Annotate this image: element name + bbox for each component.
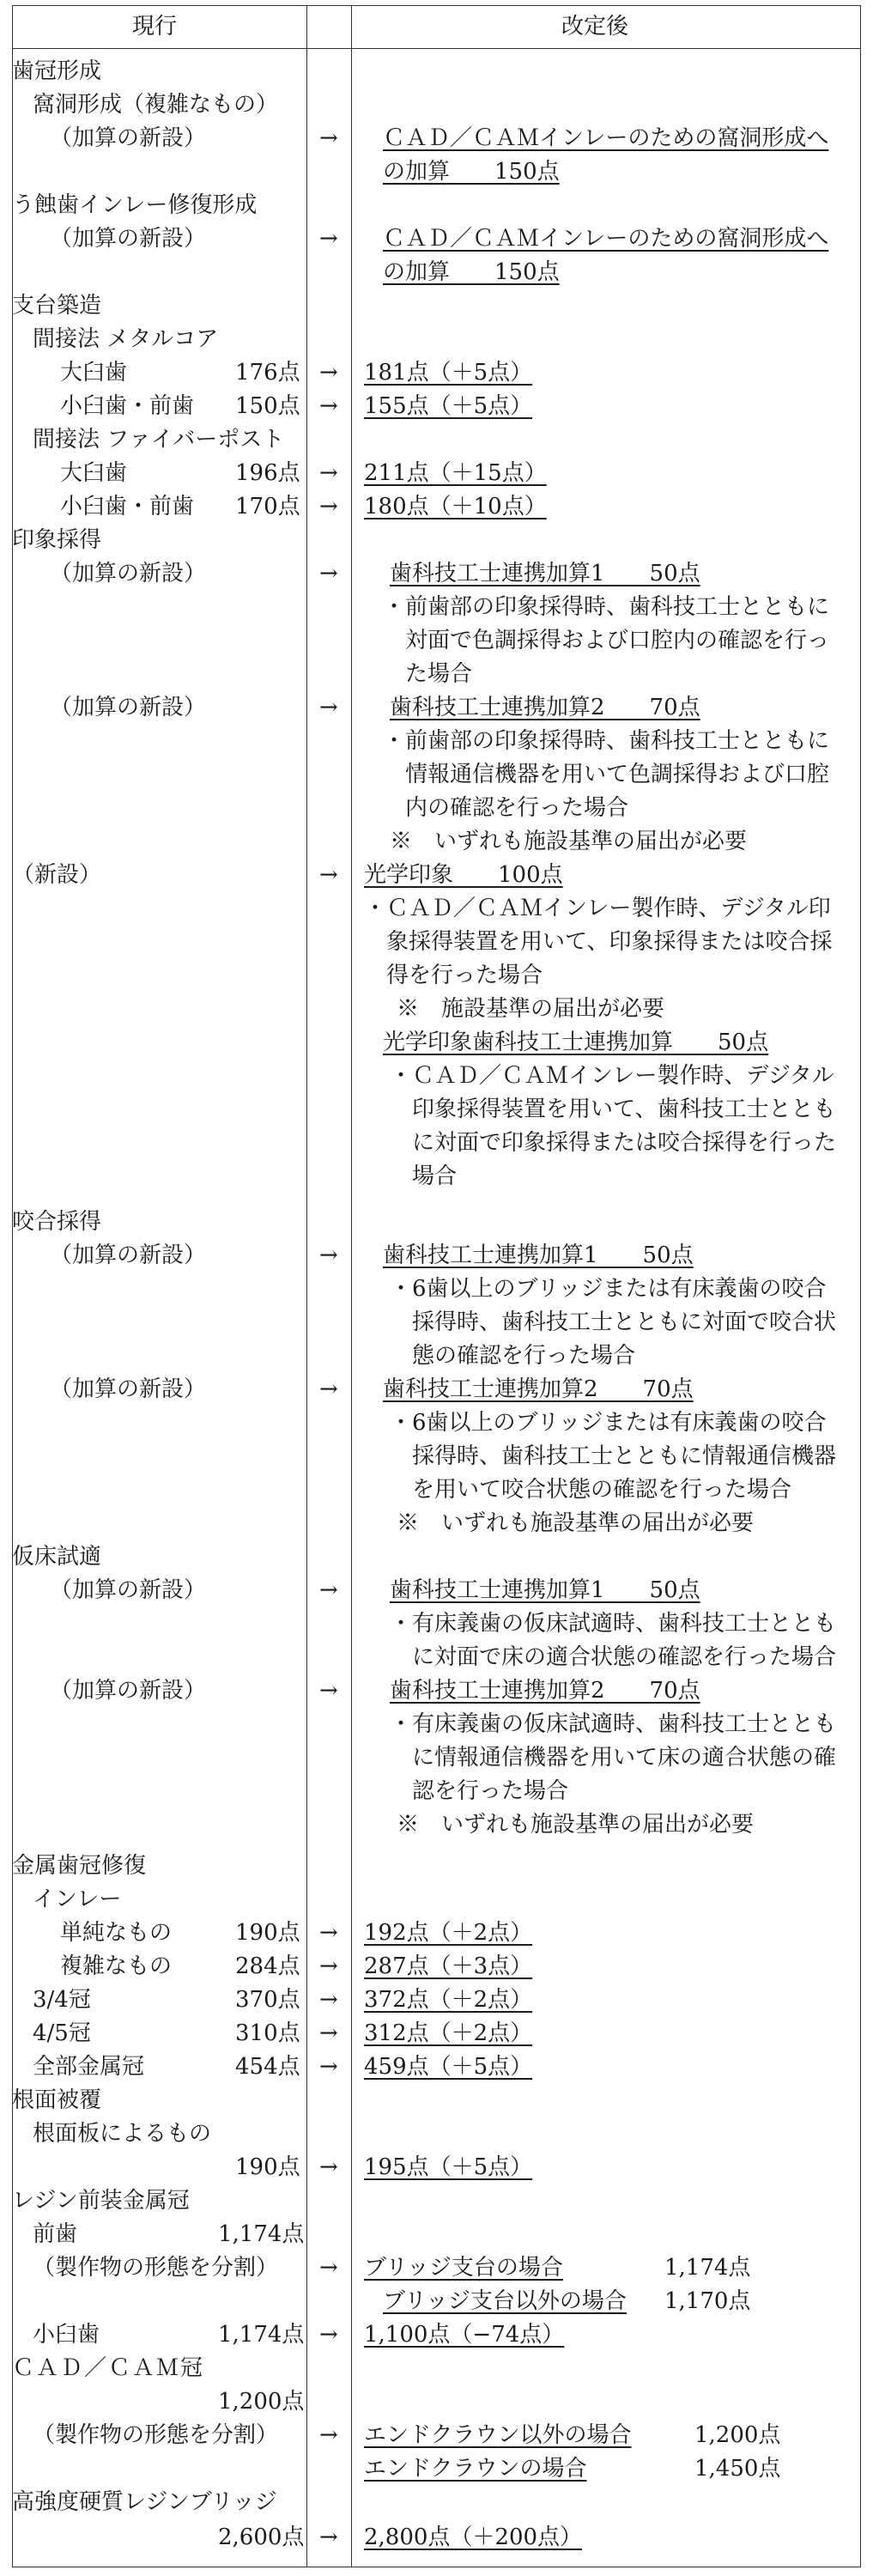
bridge-other-row <box>383 2287 776 2316</box>
condition-text: 場合 <box>412 1163 458 1189</box>
arrow-icon: → <box>319 393 338 419</box>
technician-addition-1: 歯科技工士連携加算1 50点 <box>383 1242 694 1268</box>
condition-text: 採得時、歯科技工士とともに情報通信機器 <box>412 1443 837 1469</box>
new-points: 1,100点（−74点） <box>364 2322 565 2348</box>
bridge-support-points: 1,174点 <box>664 2255 751 2281</box>
old-points: 196点 <box>235 460 300 486</box>
condition-text: 情報通信機器を用いて色調採得および口腔 <box>405 762 830 787</box>
facility-note: ※ いずれも施設基準の届出が必要 <box>397 1510 755 1536</box>
arrow-icon: → <box>319 1242 338 1268</box>
fiber-post-label: 間接法 ファイバーポスト <box>33 427 285 453</box>
old-points: 190点 <box>235 1920 300 1946</box>
technician-addition-2: 歯科技工士連携加算2 70点 <box>390 695 700 720</box>
condition-text: 認を行った場合 <box>412 1778 569 1804</box>
section-resin-facing: レジン前装金属冠 <box>12 2188 190 2214</box>
new-points: 195点（＋5点） <box>364 2154 533 2180</box>
new-points: 459点（＋5点） <box>364 2054 533 2080</box>
cavity-prep-label: 窩洞形成（複雑なもの） <box>33 92 279 118</box>
condition-text: ・6歯以上のブリッジまたは有床義歯の咬合 <box>390 1276 827 1302</box>
technician-addition-1: 歯科技工士連携加算1 50点 <box>390 1577 700 1603</box>
header-divider <box>12 48 861 49</box>
arrow-icon: → <box>319 2524 338 2550</box>
cadcam-inlay-addition-line2: の加算 150点 <box>383 259 560 285</box>
new-points: 192点（＋2点） <box>364 1920 533 1946</box>
condition-text: 採得時、歯科技工士とともに対面で咬合状 <box>412 1309 837 1335</box>
premolar-only-label: 小臼歯 <box>33 2322 100 2348</box>
header-current: 現行 <box>132 14 178 39</box>
divided-form-label: （製作物の形態を分割） <box>33 2422 279 2448</box>
old-points: 284点 <box>235 1953 300 1979</box>
technician-addition-2: 歯科技工士連携加算2 70点 <box>390 1678 700 1704</box>
optical-impression: 光学印象 100点 <box>364 862 563 888</box>
condition-text: ・6歯以上のブリッジまたは有床義歯の咬合 <box>390 1410 827 1436</box>
simple-label: 単純なもの <box>60 1920 173 1946</box>
old-points: 150点 <box>235 393 300 419</box>
non-endocrown-points: 1,200点 <box>694 2422 781 2448</box>
new-points: 372点（＋2点） <box>364 1987 533 2013</box>
arrow-icon: → <box>319 2322 338 2348</box>
facility-note: ※ いずれも施設基準の届出が必要 <box>397 1812 755 1838</box>
arrow-icon: → <box>319 1577 338 1603</box>
arrow-icon: → <box>319 460 338 486</box>
addition-new-label: （加算の新設） <box>50 695 207 720</box>
condition-text: 得を行った場合 <box>386 963 543 988</box>
endocrown-points: 1,450点 <box>694 2456 781 2482</box>
column-divider <box>306 5 307 2567</box>
addition-new-label: （加算の新設） <box>50 1242 207 1268</box>
old-points: 1,174点 <box>218 2221 305 2247</box>
new-points: 180点（＋10点） <box>364 494 547 519</box>
non-endocrown-label: エンドクラウン以外の場合 <box>364 2422 632 2448</box>
new-points: 2,800点（＋200点） <box>364 2524 583 2550</box>
revision-comparison-table <box>12 5 861 2567</box>
arrow-icon: → <box>319 360 338 386</box>
addition-new-label: （加算の新設） <box>50 1678 207 1704</box>
condition-text: ・前歯部の印象採得時、歯科技工士とともに <box>383 728 830 754</box>
arrow-icon: → <box>319 1678 338 1704</box>
old-points: 190点 <box>235 2154 300 2180</box>
molar-label: 大臼歯 <box>60 460 128 486</box>
root-plate-label: 根面板によるもの <box>33 2121 212 2147</box>
section-bite: 咬合採得 <box>12 1209 102 1235</box>
technician-addition-2: 歯科技工士連携加算2 70点 <box>383 1376 694 1402</box>
condition-text: 内の確認を行った場合 <box>405 795 629 821</box>
new-points: 312点（＋2点） <box>364 2020 533 2046</box>
caries-inlay-label: う蝕歯インレー修復形成 <box>12 192 258 218</box>
arrow-icon: → <box>319 2154 338 2180</box>
condition-text: に対面で印象採得または咬合採得を行った <box>412 1130 837 1156</box>
section-root-coverage: 根面被覆 <box>12 2087 102 2113</box>
condition-text: に対面で床の適合状態の確認を行った場合 <box>412 1644 837 1670</box>
condition-text: た場合 <box>405 661 473 687</box>
condition-text: に情報通信機器を用いて床の適合状態の確 <box>412 1745 837 1771</box>
cadcam-inlay-addition-line1: ＣＡＤ／ＣＡＭインレーのための窩洞形成へ <box>383 226 829 252</box>
full-metal-crown-label: 全部金属冠 <box>33 2054 145 2080</box>
section-impression: 印象採得 <box>12 527 102 553</box>
old-points: 454点 <box>235 2054 300 2080</box>
arrow-icon: → <box>319 1987 338 2013</box>
new-points: 287点（＋3点） <box>364 1953 533 1979</box>
endocrown-row <box>364 2454 781 2483</box>
arrow-icon: → <box>319 1920 338 1946</box>
technician-addition-1: 歯科技工士連携加算1 50点 <box>390 561 700 586</box>
old-points: 2,600点 <box>218 2524 305 2550</box>
arrow-icon: → <box>319 695 338 720</box>
condition-text: ・前歯部の印象採得時、歯科技工士とともに <box>383 594 830 620</box>
arrow-icon: → <box>319 2020 338 2046</box>
facility-note: ※ いずれも施設基準の届出が必要 <box>390 829 748 854</box>
addition-new-label: （加算の新設） <box>50 1376 207 1402</box>
condition-text: 態の確認を行った場合 <box>412 1343 636 1369</box>
section-metal-crown: 金属歯冠修復 <box>12 1853 147 1879</box>
new-points: 155点（＋5点） <box>364 393 533 419</box>
section-high-strength-bridge: 高強度硬質レジンブリッジ <box>12 2489 277 2515</box>
non-endocrown-row <box>364 2421 781 2450</box>
header-revised: 改定後 <box>561 14 629 39</box>
addition-new-label: （加算の新設） <box>50 226 207 252</box>
section-cadcam-crown: ＣＡＤ／ＣＡＭ冠 <box>12 2355 205 2381</box>
cadcam-inlay-addition-line1: ＣＡＤ／ＣＡＭインレーのための窩洞形成へ <box>383 125 829 151</box>
facility-note: ※ 施設基準の届出が必要 <box>397 996 665 1022</box>
arrow-icon: → <box>319 494 338 519</box>
endocrown-label: エンドクラウンの場合 <box>364 2456 587 2482</box>
divided-form-label: （製作物の形態を分割） <box>33 2255 279 2281</box>
condition-text: ・ＣＡＤ／ＣＡＭインレー製作時、デジタル印 <box>364 896 831 921</box>
section-trial: 仮床試適 <box>12 1544 102 1570</box>
old-points: 176点 <box>235 360 300 386</box>
condition-text: 象採得装置を用いて、印象採得または咬合採 <box>386 929 833 955</box>
arrow-icon: → <box>319 2255 338 2281</box>
three-quarter-crown-label: 3/4冠 <box>33 1987 91 2013</box>
section-abutment: 支台築造 <box>12 293 102 319</box>
arrow-icon: → <box>319 226 338 252</box>
arrow-icon: → <box>319 1953 338 1979</box>
new-label: （新設） <box>12 862 102 888</box>
four-fifth-crown-label: 4/5冠 <box>33 2020 91 2046</box>
condition-text: 印象採得装置を用いて、歯科技工士ととも <box>412 1097 836 1122</box>
arrow-icon: → <box>319 561 338 586</box>
addition-new-label: （加算の新設） <box>50 125 207 151</box>
condition-text: を用いて咬合状態の確認を行った場合 <box>412 1477 792 1503</box>
section-crown-prep: 歯冠形成 <box>12 58 102 84</box>
old-points: 1,200点 <box>218 2389 305 2415</box>
complex-label: 複雑なもの <box>60 1953 173 1979</box>
bridge-support-row <box>364 2253 776 2282</box>
condition-text: ・有床義歯の仮床試適時、歯科技工士ととも <box>390 1611 837 1637</box>
new-points: 181点（＋5点） <box>364 360 533 386</box>
arrow-icon: → <box>319 1376 338 1402</box>
addition-new-label: （加算の新設） <box>50 561 207 586</box>
arrow-icon: → <box>319 2422 338 2448</box>
front-teeth-label: 前歯 <box>33 2221 78 2247</box>
addition-new-label: （加算の新設） <box>50 1577 207 1603</box>
bridge-other-points: 1,170点 <box>664 2288 751 2314</box>
old-points: 310点 <box>235 2020 300 2046</box>
arrow-icon: → <box>319 2054 338 2080</box>
condition-text: 対面で色調採得および口腔内の確認を行っ <box>405 628 830 653</box>
molar-label: 大臼歯 <box>60 360 128 386</box>
inlay-label: インレー <box>33 1886 122 1912</box>
bridge-other-label: ブリッジ支台以外の場合 <box>383 2288 627 2314</box>
optical-technician-addition: 光学印象歯科技工士連携加算 50点 <box>383 1030 769 1055</box>
condition-text: ・有床義歯の仮床試適時、歯科技工士ととも <box>390 1711 837 1737</box>
metal-core-label: 間接法 メタルコア <box>33 326 219 352</box>
bridge-support-label: ブリッジ支台の場合 <box>364 2255 563 2281</box>
arrow-icon: → <box>319 125 338 151</box>
condition-text: ・ＣＡＤ／ＣＡＭインレー製作時、デジタル <box>390 1063 834 1089</box>
column-divider <box>351 5 352 2567</box>
old-points: 370点 <box>235 1987 300 2013</box>
premolar-label: 小臼歯・前歯 <box>60 393 195 419</box>
old-points: 170点 <box>235 494 300 519</box>
new-points: 211点（＋15点） <box>364 460 547 486</box>
cadcam-inlay-addition-line2: の加算 150点 <box>383 159 560 185</box>
arrow-icon: → <box>319 862 338 888</box>
old-points: 1,174点 <box>218 2322 305 2348</box>
premolar-label: 小臼歯・前歯 <box>60 494 195 519</box>
